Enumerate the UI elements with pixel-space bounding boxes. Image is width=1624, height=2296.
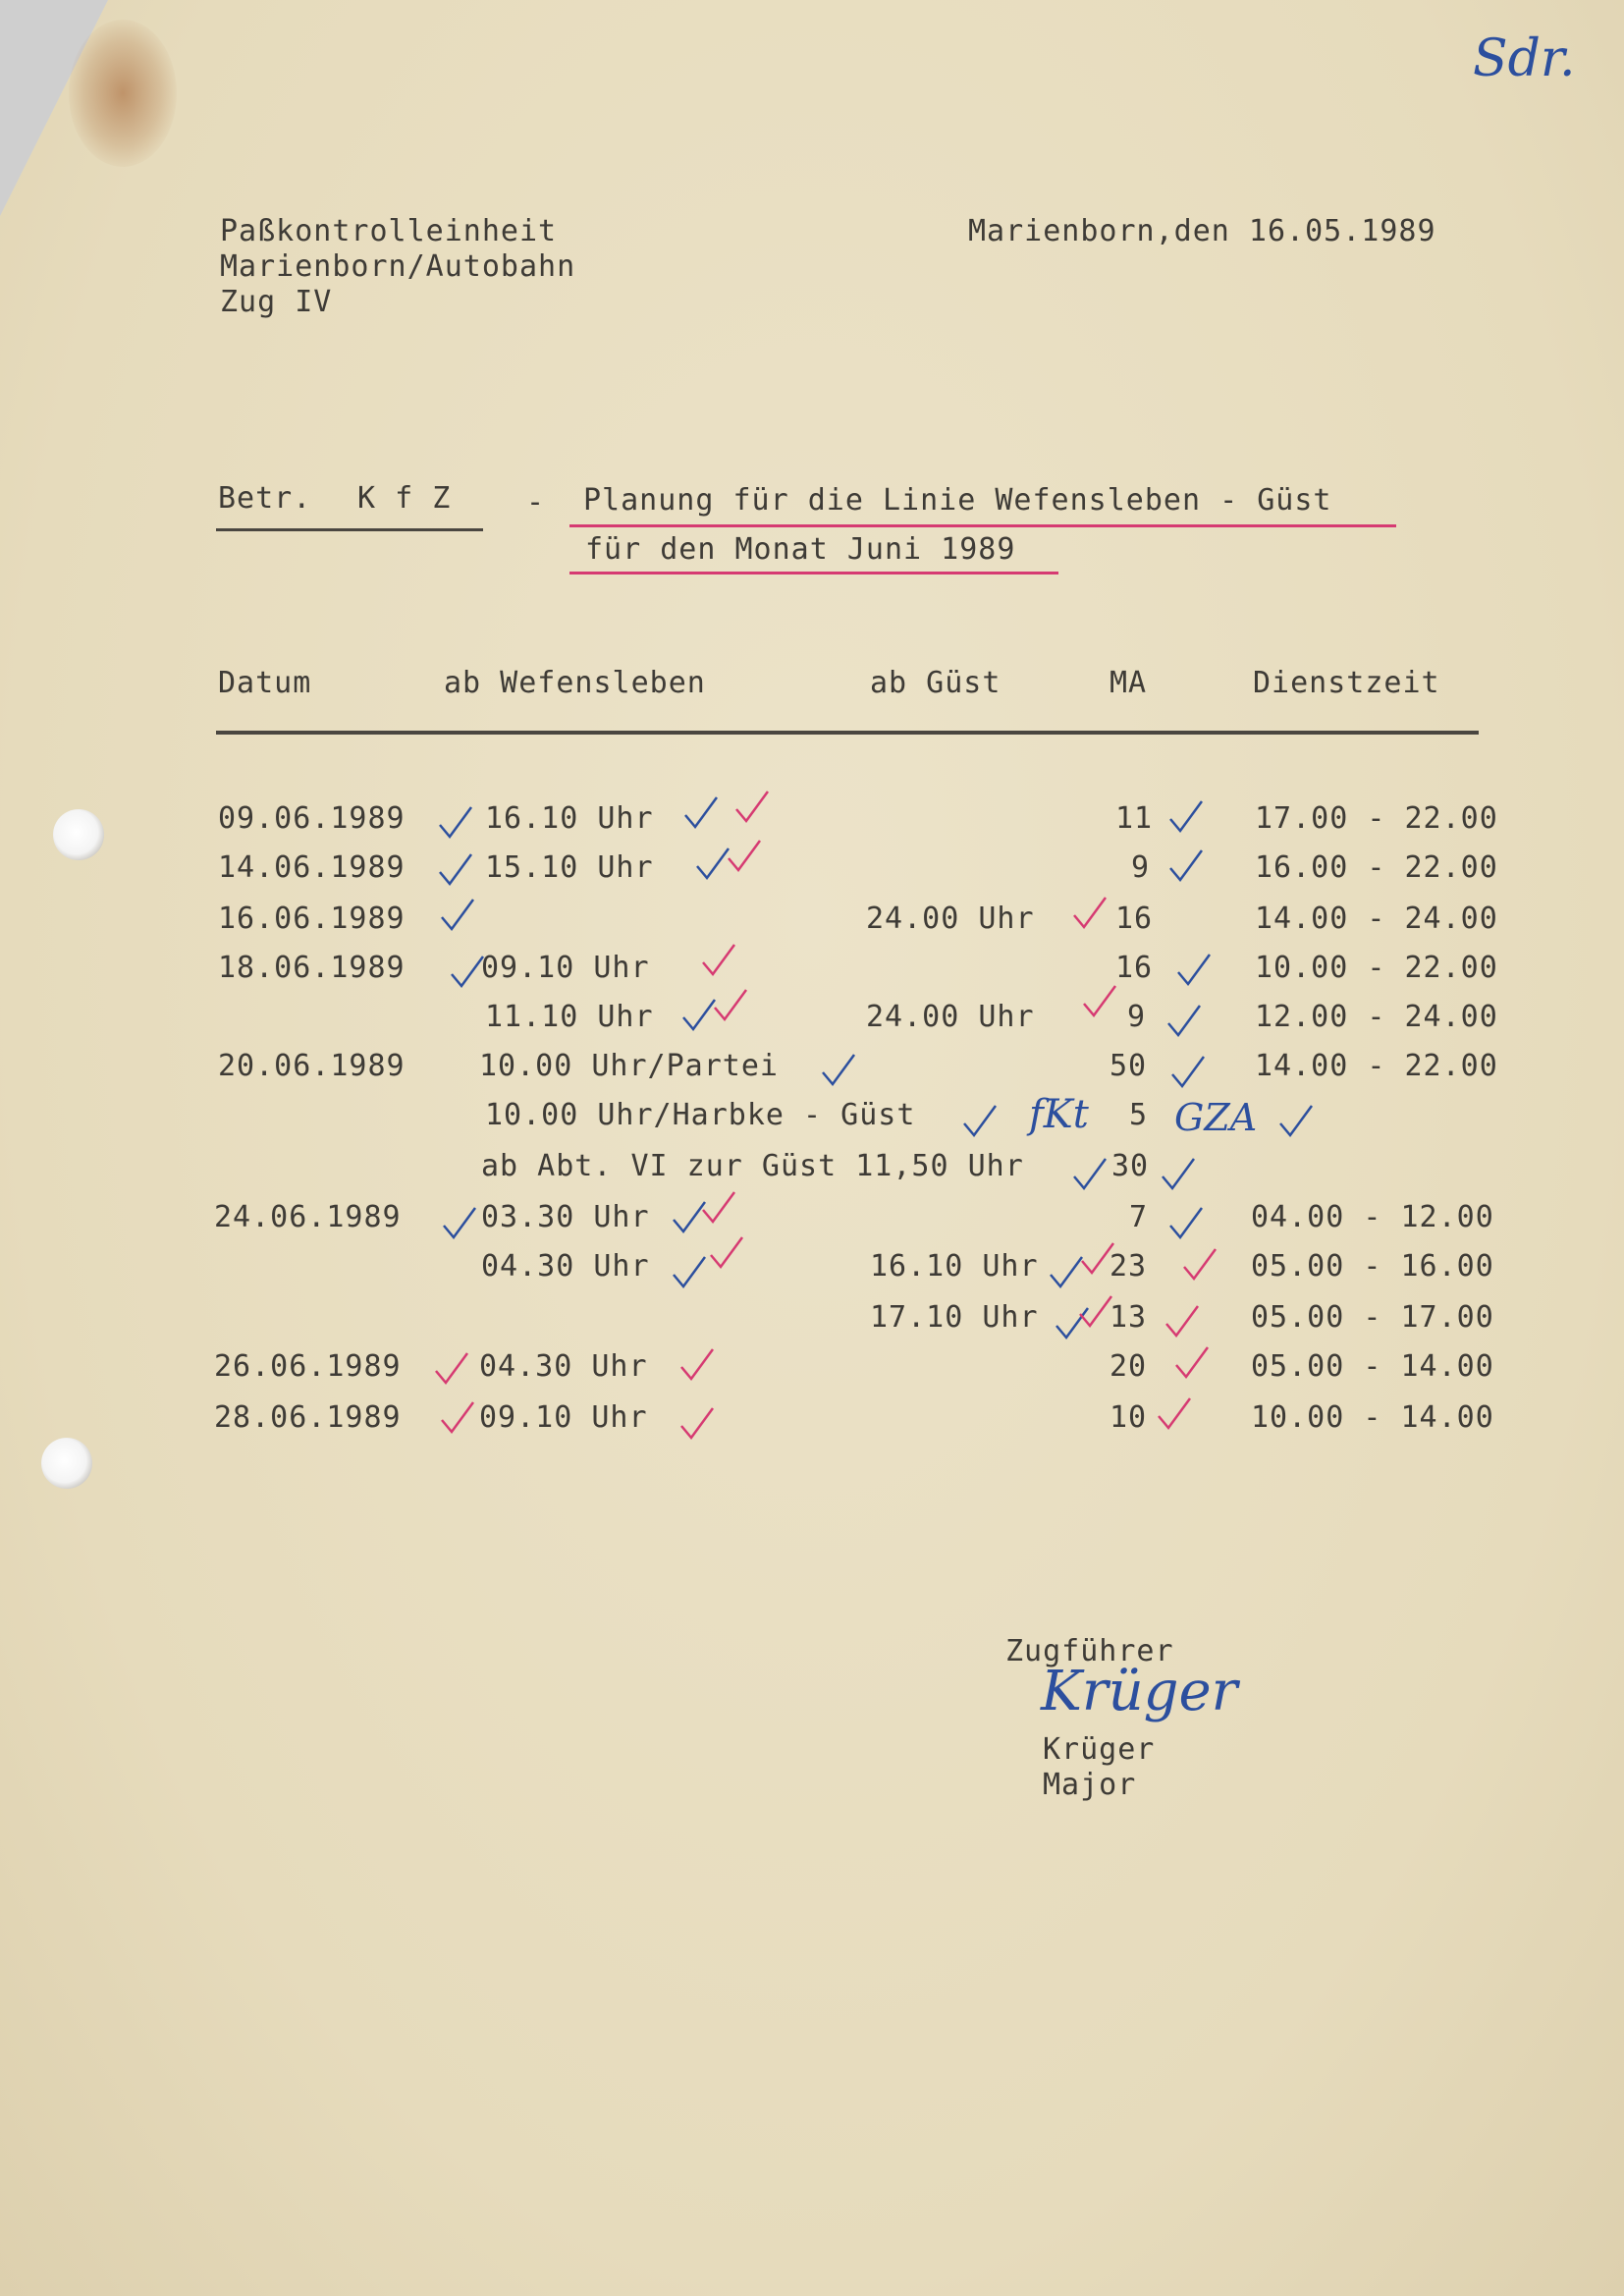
row-1-ma: 11 bbox=[1115, 801, 1154, 836]
column-header-datum: Datum bbox=[218, 666, 312, 700]
subject-line-1: Planung für die Linie Wefensleben - Güst bbox=[583, 483, 1332, 518]
row-6-dienstzeit: 14.00 - 22.00 bbox=[1255, 1049, 1498, 1083]
row-13-datum: 28.06.1989 bbox=[214, 1400, 402, 1435]
row-12-ma: 20 bbox=[1110, 1349, 1148, 1384]
row-12-datum: 26.06.1989 bbox=[214, 1349, 402, 1384]
row-3-ab-guest: 24.00 Uhr bbox=[866, 902, 1035, 936]
row-1-datum: 09.06.1989 bbox=[218, 801, 406, 836]
row-5-dienstzeit: 12.00 - 24.00 bbox=[1255, 1000, 1498, 1034]
check-mark-icon bbox=[448, 953, 487, 996]
row-8-ma: 30 bbox=[1111, 1149, 1150, 1183]
row-10-dienstzeit: 05.00 - 16.00 bbox=[1251, 1249, 1494, 1284]
row-3-datum: 16.06.1989 bbox=[218, 902, 406, 936]
row-9-ma: 7 bbox=[1129, 1200, 1149, 1234]
check-mark-icon bbox=[1159, 1155, 1198, 1198]
row-2-datum: 14.06.1989 bbox=[218, 850, 406, 885]
check-mark-icon bbox=[440, 1204, 479, 1247]
subject-code: K f Z bbox=[357, 481, 452, 516]
row-9-ab-wefensleben: 03.30 Uhr bbox=[481, 1200, 650, 1234]
handwritten-initials: Sdr. bbox=[1473, 29, 1576, 88]
signature-role: Zugführer bbox=[1005, 1634, 1174, 1668]
row-5-ma: 9 bbox=[1127, 1000, 1147, 1034]
check-mark-icon bbox=[699, 1188, 738, 1231]
check-mark-icon bbox=[1076, 1292, 1115, 1336]
punch-hole-top bbox=[53, 809, 104, 860]
check-mark-icon bbox=[436, 850, 475, 894]
subject-line-1-underline bbox=[569, 524, 1396, 527]
check-mark-icon bbox=[677, 1404, 717, 1448]
row-13-dienstzeit: 10.00 - 14.00 bbox=[1251, 1400, 1494, 1435]
row-9-datum: 24.06.1989 bbox=[214, 1200, 402, 1234]
row-6-datum: 20.06.1989 bbox=[218, 1049, 406, 1083]
row-1-dienstzeit: 17.00 - 22.00 bbox=[1255, 801, 1498, 836]
row-11-ab-guest: 17.10 Uhr bbox=[870, 1300, 1039, 1335]
column-header-ab-wefensleben: ab Wefensleben bbox=[444, 666, 706, 700]
row-11-ma: 13 bbox=[1110, 1300, 1148, 1335]
row-10-ab-wefensleben: 04.30 Uhr bbox=[481, 1249, 650, 1284]
check-mark-icon bbox=[1155, 1394, 1194, 1438]
subject-label-underline bbox=[216, 528, 483, 531]
check-mark-icon bbox=[699, 941, 738, 984]
row-4-dienstzeit: 10.00 - 22.00 bbox=[1255, 951, 1498, 985]
sender-unit: Paßkontrolleinheit bbox=[220, 214, 558, 248]
check-mark-icon bbox=[1163, 1302, 1202, 1345]
check-mark-icon bbox=[732, 788, 772, 831]
check-mark-icon bbox=[1164, 1002, 1204, 1045]
row-2-ma: 9 bbox=[1131, 850, 1151, 885]
handwritten-note-fkt: fKt bbox=[1029, 1092, 1089, 1137]
row-5-ab-guest: 24.00 Uhr bbox=[866, 1000, 1035, 1034]
row-8-ab-wefensleben: ab Abt. VI zur Güst 11,50 Uhr bbox=[481, 1149, 1024, 1183]
subject-dash: - bbox=[526, 485, 546, 519]
check-mark-icon bbox=[677, 1345, 717, 1389]
signature-rank: Major bbox=[1043, 1768, 1137, 1802]
row-12-dienstzeit: 05.00 - 14.00 bbox=[1251, 1349, 1494, 1384]
check-mark-icon bbox=[438, 896, 477, 939]
check-mark-icon bbox=[1070, 1155, 1110, 1198]
punch-hole-bottom bbox=[41, 1438, 92, 1489]
row-9-dienstzeit: 04.00 - 12.00 bbox=[1251, 1200, 1494, 1234]
column-header-ab-guest: ab Güst bbox=[870, 666, 1001, 700]
sender-location: Marienborn/Autobahn bbox=[220, 249, 576, 284]
subject-label: Betr. bbox=[218, 481, 312, 516]
row-7-ab-wefensleben: 10.00 Uhr/Harbke - Güst bbox=[485, 1098, 916, 1132]
check-mark-icon bbox=[438, 1398, 477, 1442]
check-mark-icon bbox=[1166, 847, 1206, 890]
row-10-ma: 23 bbox=[1110, 1249, 1148, 1284]
check-mark-icon bbox=[707, 1233, 746, 1277]
check-mark-icon bbox=[711, 986, 750, 1029]
row-4-datum: 18.06.1989 bbox=[218, 951, 406, 985]
signature-name: Krüger bbox=[1043, 1732, 1156, 1767]
subject-line-2: für den Monat Juni 1989 bbox=[585, 532, 1016, 567]
handwritten-note-gza: GZA bbox=[1174, 1096, 1258, 1139]
row-3-dienstzeit: 14.00 - 24.00 bbox=[1255, 902, 1498, 936]
row-4-ma: 16 bbox=[1115, 951, 1154, 985]
check-mark-icon bbox=[436, 803, 475, 847]
place-date: Marienborn,den 16.05.1989 bbox=[968, 214, 1436, 248]
row-2-dienstzeit: 16.00 - 22.00 bbox=[1255, 850, 1498, 885]
row-4-ab-wefensleben: 09.10 Uhr bbox=[481, 951, 650, 985]
row-6-ma: 50 bbox=[1110, 1049, 1148, 1083]
check-mark-icon bbox=[1168, 1053, 1208, 1096]
check-mark-icon bbox=[670, 1253, 709, 1296]
check-mark-icon bbox=[1070, 894, 1110, 937]
check-mark-icon bbox=[1166, 797, 1206, 841]
row-13-ab-wefensleben: 09.10 Uhr bbox=[479, 1400, 648, 1435]
row-13-ma: 10 bbox=[1110, 1400, 1148, 1435]
row-12-ab-wefensleben: 04.30 Uhr bbox=[479, 1349, 648, 1384]
row-6-ab-wefensleben: 10.00 Uhr/Partei bbox=[479, 1049, 779, 1083]
check-mark-icon bbox=[681, 793, 721, 837]
check-mark-icon bbox=[960, 1102, 1000, 1145]
row-10-ab-guest: 16.10 Uhr bbox=[870, 1249, 1039, 1284]
check-mark-icon bbox=[1174, 951, 1214, 994]
check-mark-icon bbox=[1166, 1204, 1206, 1247]
check-mark-icon bbox=[1180, 1245, 1219, 1288]
column-header-ma: MA bbox=[1110, 666, 1148, 700]
subject-line-2-underline bbox=[569, 572, 1058, 574]
row-1-ab-wefensleben: 16.10 Uhr bbox=[485, 801, 654, 836]
check-mark-icon bbox=[1078, 1239, 1117, 1283]
check-mark-icon bbox=[432, 1349, 471, 1393]
check-mark-icon bbox=[1276, 1102, 1316, 1145]
header-rule bbox=[216, 731, 1479, 735]
row-2-ab-wefensleben: 15.10 Uhr bbox=[485, 850, 654, 885]
column-header-dienstzeit: Dienstzeit bbox=[1253, 666, 1440, 700]
rust-stain bbox=[69, 20, 177, 167]
check-mark-icon bbox=[1172, 1343, 1212, 1387]
check-mark-icon bbox=[1080, 982, 1119, 1025]
check-mark-icon bbox=[819, 1051, 858, 1094]
handwritten-signature: Krüger bbox=[1041, 1660, 1238, 1723]
row-11-dienstzeit: 05.00 - 17.00 bbox=[1251, 1300, 1494, 1335]
row-7-ma: 5 bbox=[1129, 1098, 1149, 1132]
check-mark-icon bbox=[725, 837, 764, 880]
row-3-ma: 16 bbox=[1115, 902, 1154, 936]
sender-platoon: Zug IV bbox=[220, 285, 333, 319]
row-5-ab-wefensleben: 11.10 Uhr bbox=[485, 1000, 654, 1034]
